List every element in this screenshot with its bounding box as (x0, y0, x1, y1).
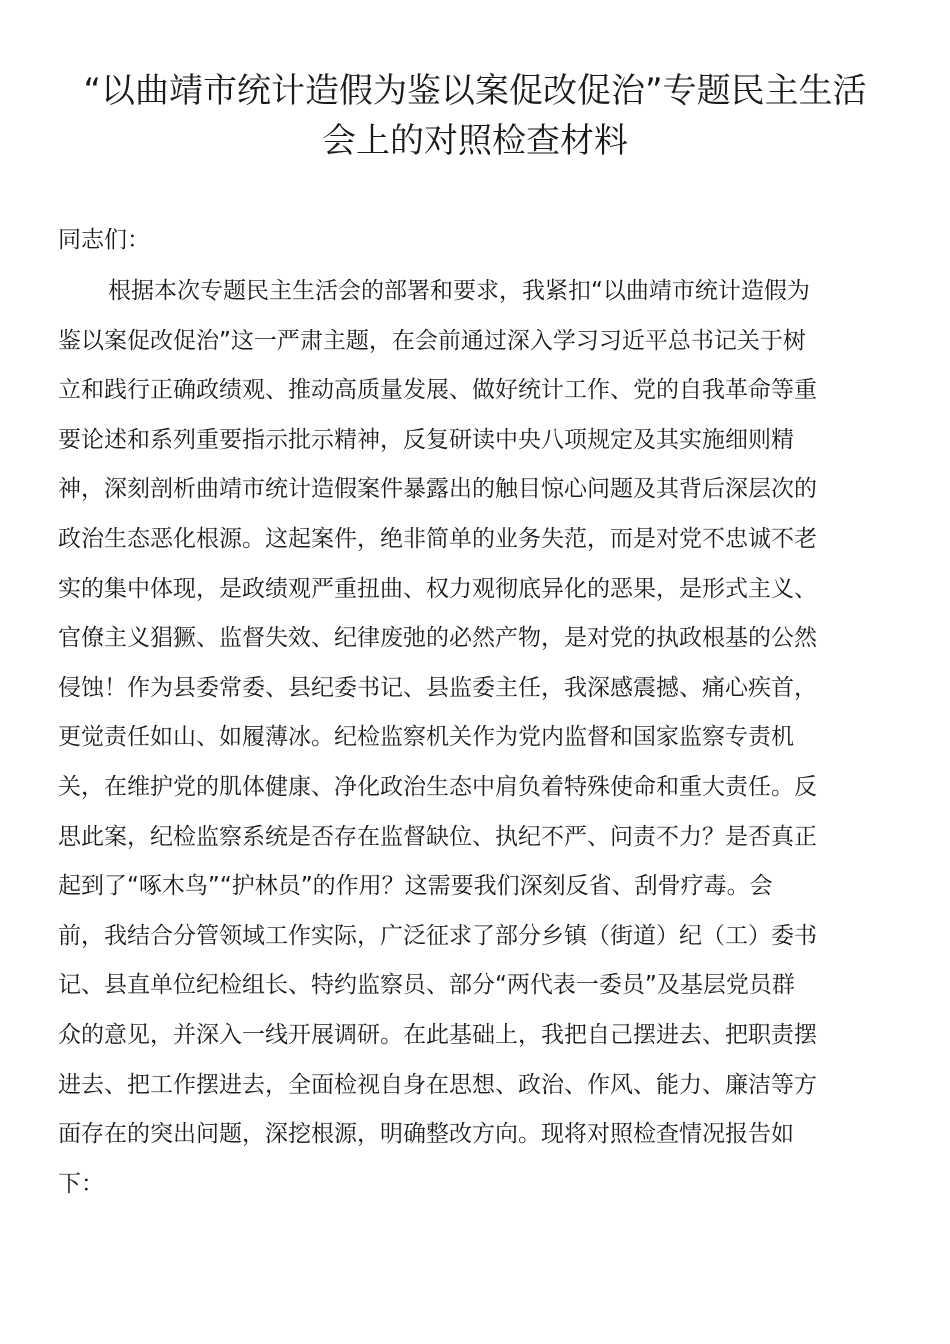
paragraph-line: 神，深刻剖析曲靖市统计造假案件暴露出的触目惊心问题及其背后深层次的 (58, 476, 817, 503)
paragraph-line: 前，我结合分管领域工作实际，广泛征求了部分乡镇（街道）纪（工）委书 (58, 922, 817, 949)
paragraph-line: 立和践行正确政绩观、推动高质量发展、做好统计工作、党的自我革命等重 (58, 377, 817, 404)
paragraph-line: 面存在的突出问题，深挖根源，明确整改方向。现将对照检查情况报告如 (58, 1121, 794, 1148)
title-line-2: 会上的对照检查材料 (322, 121, 628, 161)
paragraph-line: 鉴以案促改促治”这一严肃主题，在会前通过深入学习习近平总书记关于树 (58, 327, 806, 354)
paragraph-line: 实的集中体现，是政绩观严重扭曲、权力观彻底异化的恶果，是形式主义、 (58, 575, 817, 602)
paragraph-line: 众的意见，并深入一线开展调研。在此基础上，我把自己摆进去、把职责摆 (58, 1021, 817, 1048)
paragraph-line: 政治生态恶化根源。这起案件，绝非简单的业务失范，而是对党不忠诚不老 (58, 525, 817, 552)
paragraph-line: 思此案，纪检监察系统是否存在监督缺位、执纪不严、问责不力？是否真正 (58, 823, 817, 850)
body-paragraph (58, 267, 888, 1209)
paragraph-line: 侵蚀！作为县委常委、县纪委书记、县监委主任，我深感震撼、痛心疾首， (58, 674, 817, 701)
page-title (40, 66, 910, 166)
title-line-1: “以曲靖市统计造假为鉴以案促改促治”专题民主生活 (83, 71, 867, 111)
paragraph-line: 进去、把工作摆进去，全面检视自身在思想、政治、作风、能力、廉洁等方 (58, 1071, 817, 1098)
paragraph-line: 起到了“啄木鸟”“护林员”的作用？这需要我们深刻反省、刮骨疗毒。会 (58, 873, 773, 900)
paragraph-line: 更觉责任如山、如履薄冰。纪检监察机关作为党内监督和国家监察专责机 (58, 724, 794, 751)
paragraph-line: 要论述和系列重要指示批示精神，反复研读中央八项规定及其实施细则精 (58, 426, 794, 453)
paragraph-line: 官僚主义猖獗、监督失效、纪律废弛的必然产物，是对党的执政根基的公然 (58, 625, 817, 652)
paragraph-line: 根据本次专题民主生活会的部署和要求，我紧扣“以曲靖市统计造假为 (108, 278, 810, 304)
paragraph-line: 下： (58, 1170, 104, 1197)
paragraph-line: 关，在维护党的肌体健康、净化政治生态中肩负着特殊使命和重大责任。反 (58, 773, 817, 800)
salutation: 同志们： (58, 227, 150, 253)
paragraph-line: 记、县直单位纪检组长、特约监察员、部分“两代表一委员”及基层党员群 (58, 972, 795, 999)
